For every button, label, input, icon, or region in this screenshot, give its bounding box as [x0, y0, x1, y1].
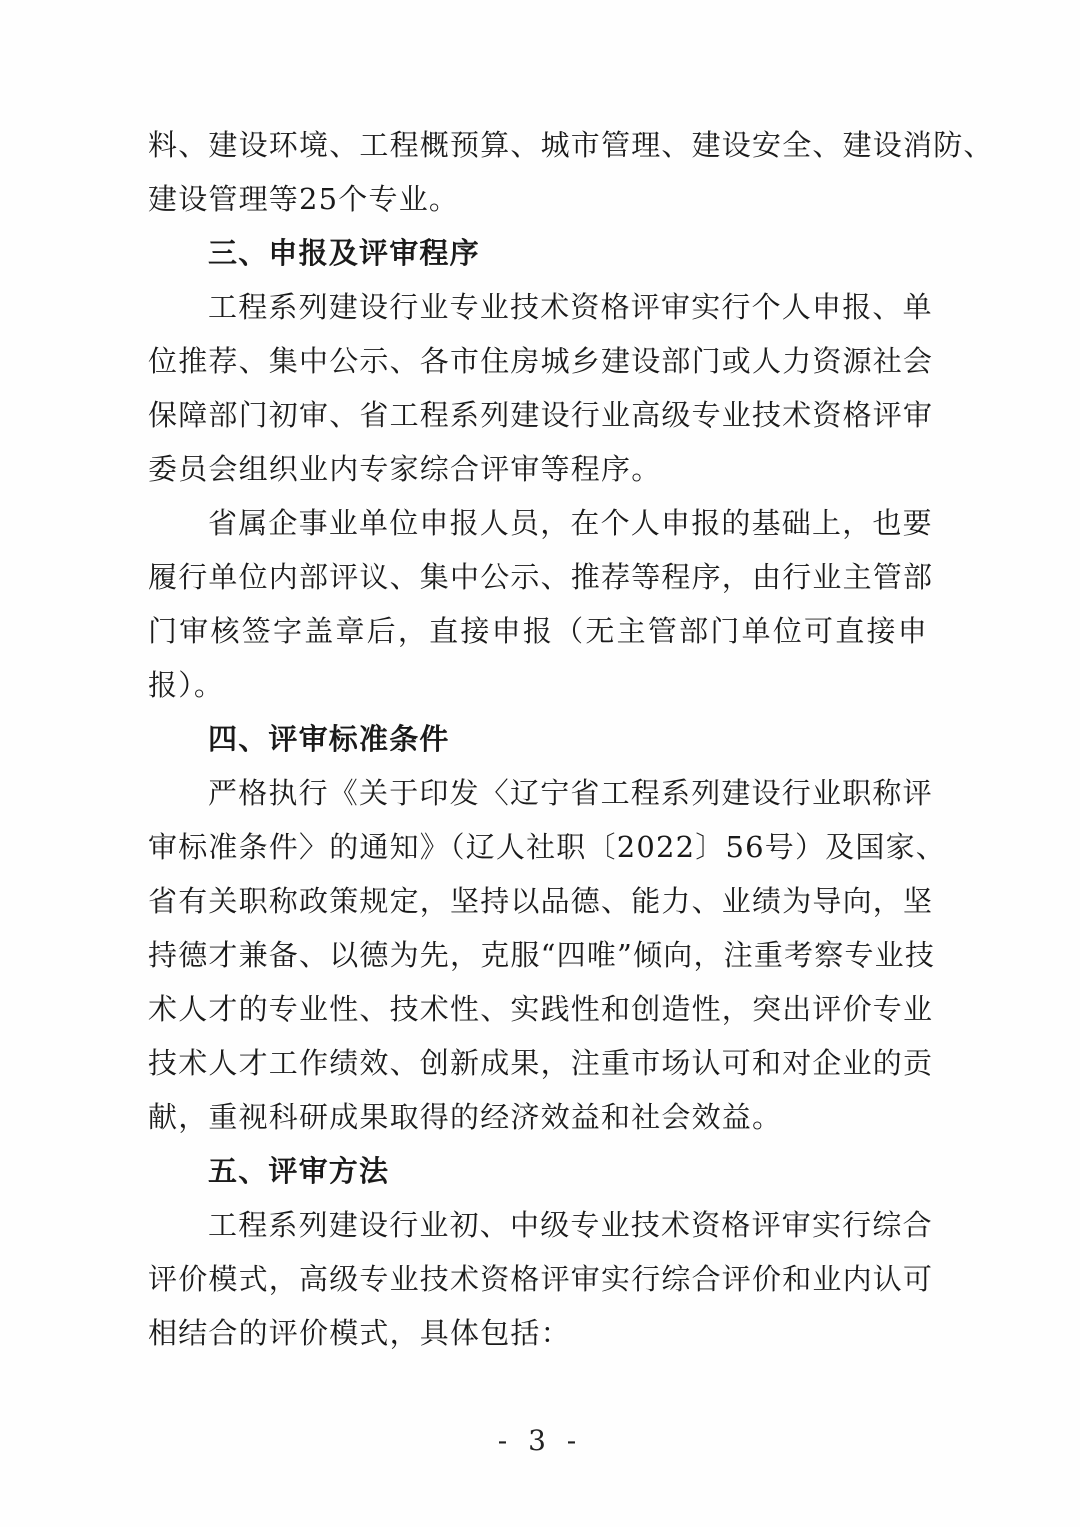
paragraph-line: 委员会组织业内专家综合评审等程序。 [148, 452, 662, 486]
paragraph-line: 省属企事业单位申报人员，在个人申报的基础上，也要 [208, 506, 933, 540]
paragraph-line: 料、建设环境、工程概预算、城市管理、建设安全、建设消防、 [148, 128, 994, 162]
paragraph-line: 审标准条件〉的通知》（辽人社职〔2022〕56号）及国家、 [148, 830, 947, 864]
document-body [148, 118, 994, 1360]
section-heading: 四、评审标准条件 [208, 722, 450, 756]
section-heading: 五、评审方法 [208, 1154, 390, 1188]
paragraph-line: 履行单位内部评议、集中公示、推荐等程序，由行业主管部 [148, 560, 934, 594]
paragraph-line: 严格执行《关于印发〈辽宁省工程系列建设行业职称评 [208, 776, 933, 810]
paragraph-line: 保障部门初审、省工程系列建设行业高级专业技术资格评审 [148, 398, 934, 432]
paragraph-line: 建设管理等25个专业。 [148, 182, 460, 216]
paragraph-line: 技术人才工作绩效、创新成果，注重市场认可和对企业的贡 [148, 1046, 934, 1080]
paragraph-line: 省有关职称政策规定，坚持以品德、能力、业绩为导向，坚 [148, 884, 934, 918]
paragraph-line: 位推荐、集中公示、各市住房城乡建设部门或人力资源社会 [148, 344, 934, 378]
paragraph-line: 门审核签字盖章后，直接申报（无主管部门单位可直接申 [148, 614, 928, 648]
page-number: - 3 - [497, 1424, 583, 1457]
paragraph-line: 评价模式，高级专业技术资格评审实行综合评价和业内认可 [148, 1262, 934, 1296]
paragraph-line: 相结合的评价模式，具体包括： [148, 1316, 571, 1350]
paragraph-line: 工程系列建设行业专业技术资格评审实行个人申报、单 [208, 290, 933, 324]
paragraph-line: 报）。 [148, 668, 225, 702]
paragraph-line: 术人才的专业性、技术性、实践性和创造性，突出评价专业 [148, 992, 934, 1026]
paragraph-line: 工程系列建设行业初、中级专业技术资格评审实行综合 [208, 1208, 933, 1242]
paragraph-line: 献，重视科研成果取得的经济效益和社会效益。 [148, 1100, 783, 1134]
paragraph-line: 持德才兼备、以德为先，克服“四唯”倾向，注重考察专业技 [148, 938, 936, 972]
section-heading: 三、申报及评审程序 [208, 236, 480, 270]
